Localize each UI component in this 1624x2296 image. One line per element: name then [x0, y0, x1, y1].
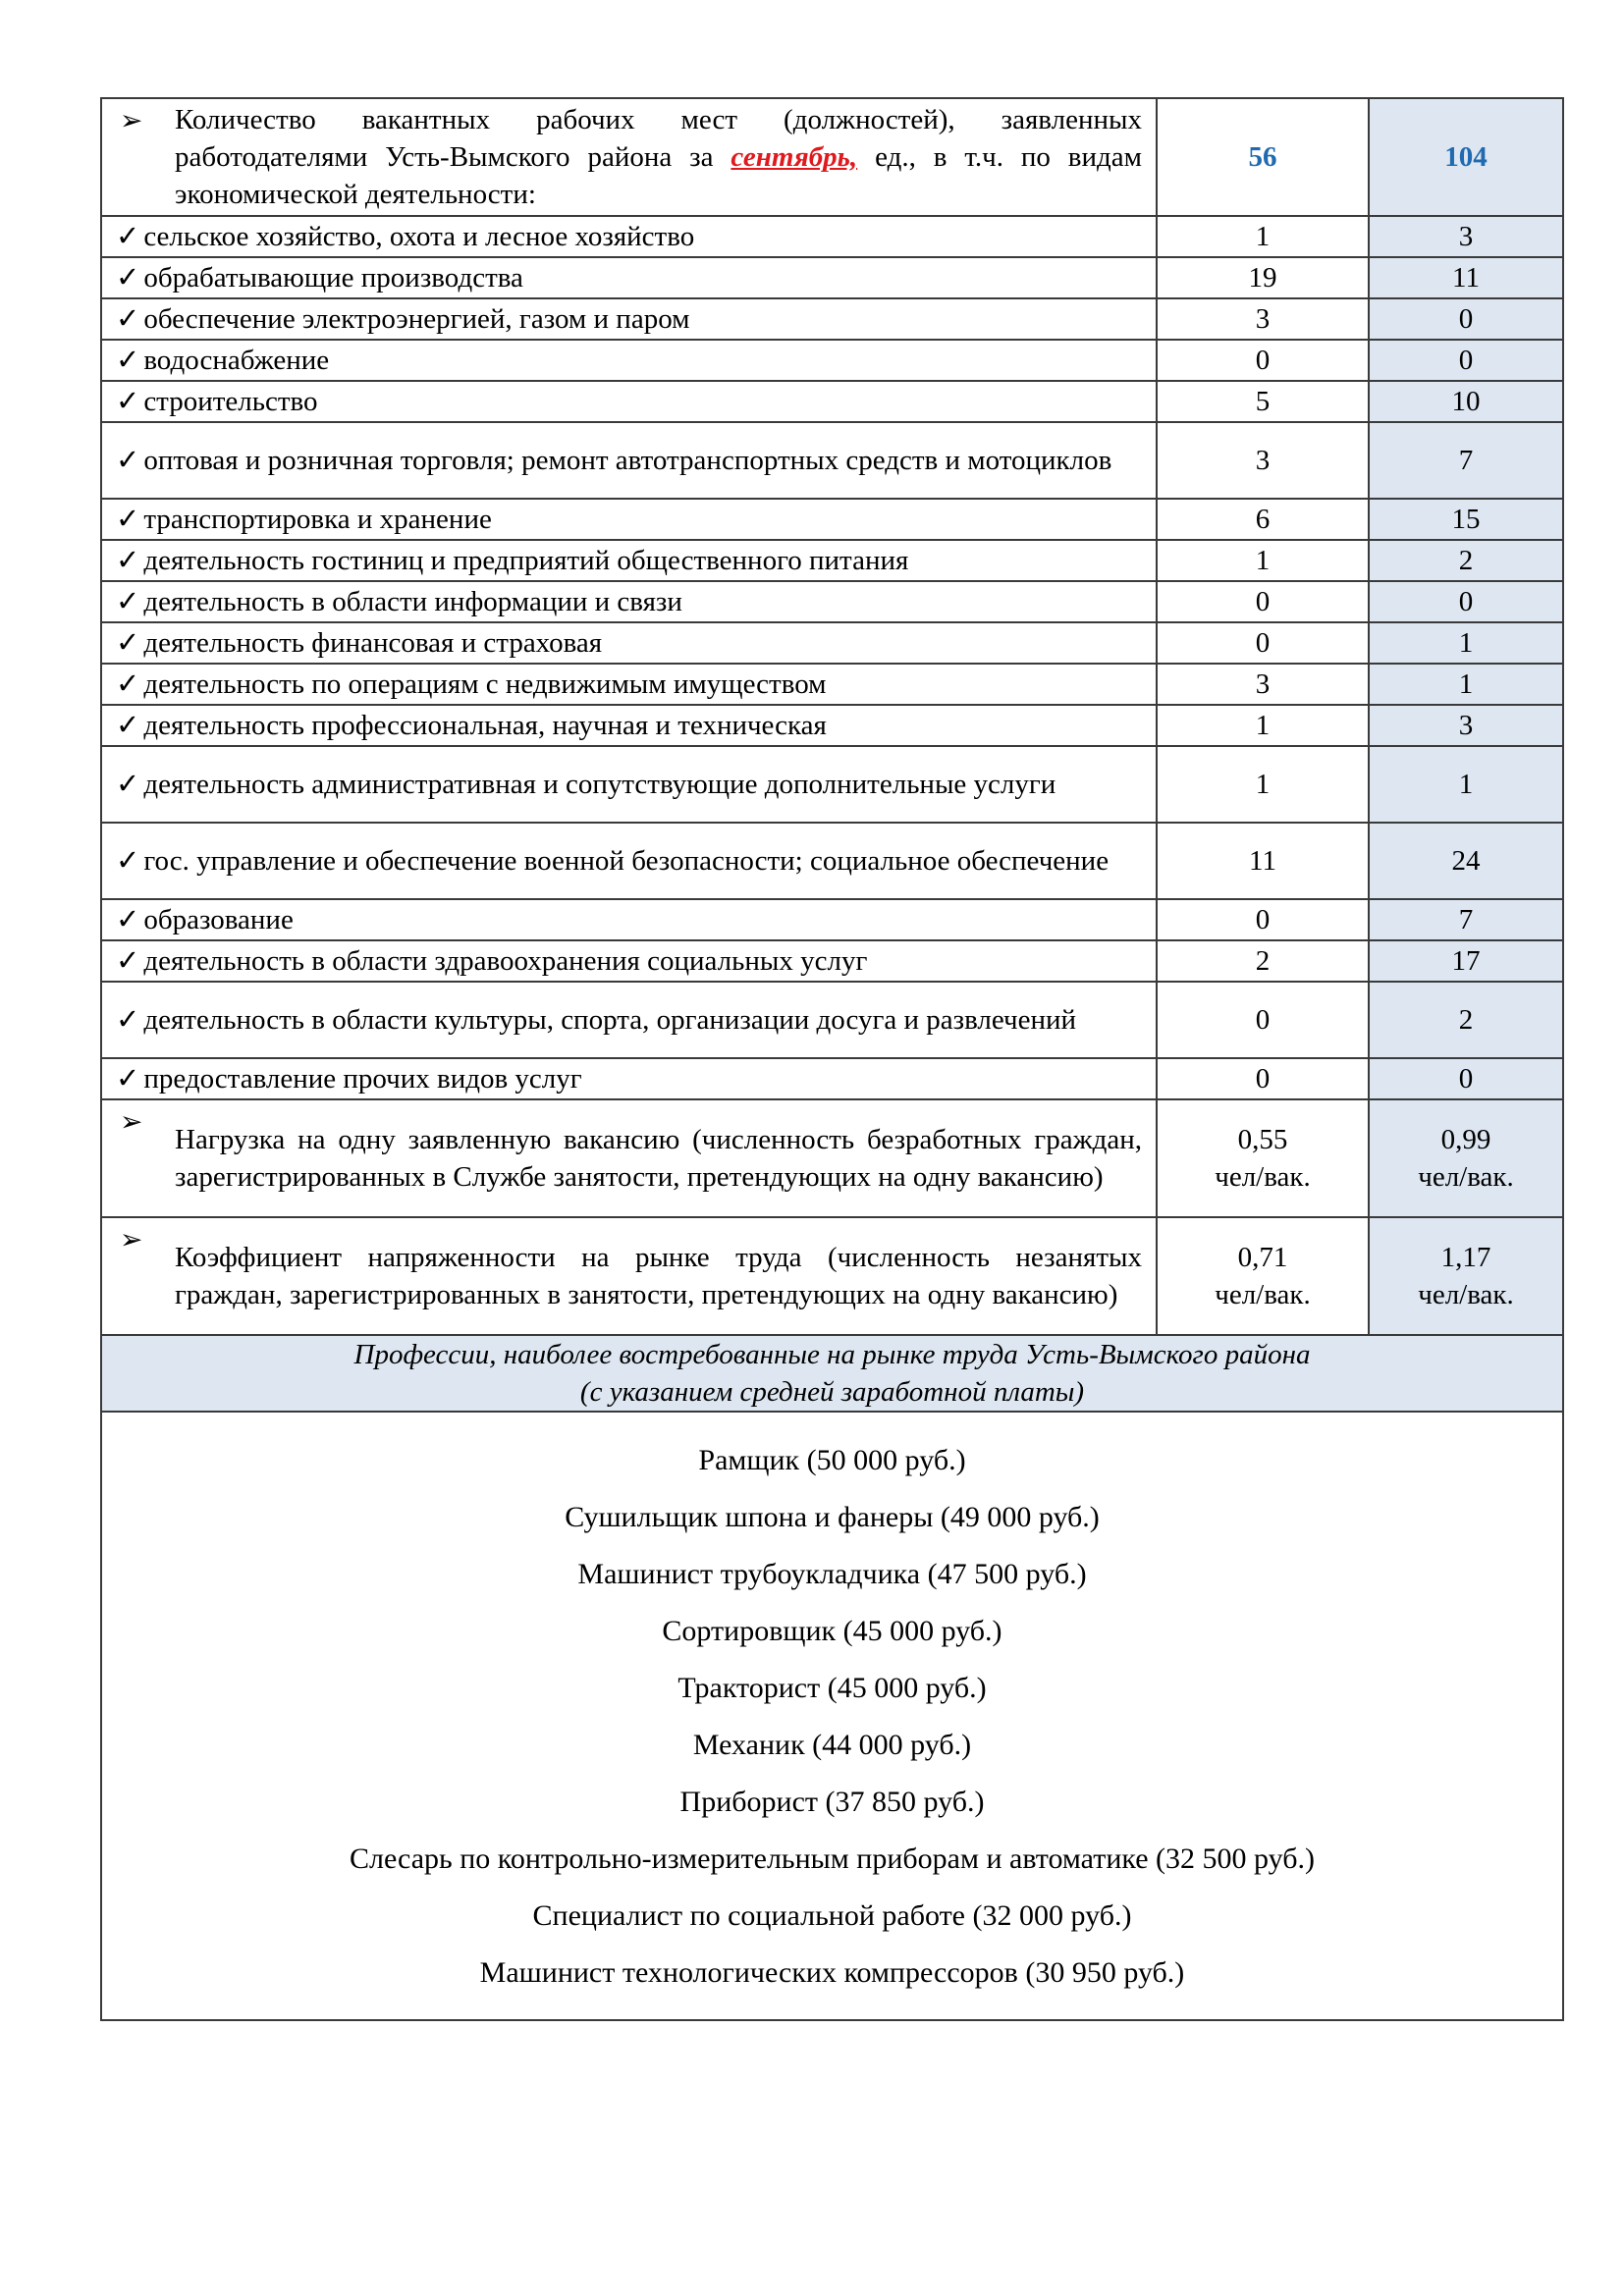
row-value-2: 1: [1369, 622, 1563, 664]
row-value-2: 17: [1369, 940, 1563, 982]
table-row: [101, 746, 1563, 823]
row-value-1: 3: [1157, 298, 1369, 340]
table-row: [101, 1058, 1563, 1099]
arrow-bullet-icon: ➢: [120, 1107, 143, 1138]
row-label-cell: [101, 823, 1157, 899]
row-value-2: 0: [1369, 1058, 1563, 1099]
profession-item: Тракторист (45 000 руб.): [677, 1672, 987, 1704]
row-value-1: 3: [1157, 664, 1369, 705]
profession-item: Сушильщик шпона и фанеры (49 000 руб.): [565, 1501, 1100, 1533]
row-value-2: 7: [1369, 422, 1563, 499]
profession-item: Машинист трубоукладчика (47 500 руб.): [577, 1558, 1087, 1590]
check-icon: ✓: [116, 262, 140, 294]
row-label-cell: [101, 216, 1157, 257]
row-value-2: 10: [1369, 381, 1563, 422]
row-label-cell: [101, 746, 1157, 823]
row-value-1: 1: [1157, 216, 1369, 257]
row-label: деятельность в области культуры, спорта, организации досуга и развлечений: [143, 1004, 1077, 1036]
check-icon: ✓: [116, 303, 140, 335]
row-value-1: 2: [1157, 940, 1369, 982]
load-unit-1: чел/вак.: [1215, 1161, 1311, 1193]
row-value-2: 3: [1369, 705, 1563, 746]
tension-label: Коэффициент напряженности на рынке труда (численность незанятых граждан, зарегистрированных в занятости, претендующих на одну вакансию): [175, 1242, 1142, 1310]
row-label: строительство: [143, 386, 318, 417]
profession-item: Специалист по социальной работе (32 000 руб.): [532, 1899, 1132, 1932]
row-label: деятельность финансовая и страховая: [143, 627, 603, 659]
professions-title-line1: Профессии, наиболее востребованные на рынке труда Усть-Вымского района: [353, 1339, 1311, 1370]
row-label: гос. управление и обеспечение военной безопасности; социальное обеспечение: [143, 845, 1110, 877]
tension-value-2-cell: [1369, 1217, 1563, 1335]
row-value-1: 1: [1157, 746, 1369, 823]
row-value-2: 0: [1369, 298, 1563, 340]
check-icon: ✓: [116, 221, 140, 252]
row-value-2: 1: [1369, 664, 1563, 705]
table-row: [101, 622, 1563, 664]
table-row: [101, 540, 1563, 581]
check-icon: ✓: [116, 668, 140, 700]
check-icon: ✓: [116, 504, 140, 535]
row-label: деятельность в области информации и связи: [143, 586, 682, 617]
row-label: деятельность в области здравоохранения социальных услуг: [143, 945, 868, 977]
row-value-2: 0: [1369, 340, 1563, 381]
header-text-after: ед., в т.ч. по видам экономической деятельности:: [175, 141, 1142, 210]
row-label-cell: [101, 982, 1157, 1058]
profession-item: Машинист технологических компрессоров (30 950 руб.): [479, 1956, 1185, 1989]
row-value-2: 15: [1369, 499, 1563, 540]
row-label: предоставление прочих видов услуг: [143, 1063, 582, 1095]
profession-item: Механик (44 000 руб.): [692, 1729, 972, 1761]
row-label-cell: [101, 381, 1157, 422]
check-icon: ✓: [116, 445, 140, 476]
tension-row: [101, 1217, 1563, 1335]
profession-item: Слесарь по контрольно-измерительным приборам и автоматике (32 500 руб.): [350, 1842, 1315, 1875]
check-icon: ✓: [116, 586, 140, 617]
table-row: [101, 581, 1563, 622]
table-row: [101, 823, 1563, 899]
check-icon: ✓: [116, 945, 140, 977]
row-value-1: 0: [1157, 899, 1369, 940]
table-row: [101, 982, 1563, 1058]
table-row: [101, 940, 1563, 982]
load-value-2-cell: [1369, 1099, 1563, 1217]
row-value-2: 2: [1369, 982, 1563, 1058]
check-icon: ✓: [116, 545, 140, 576]
load-value-1: 0,55: [1237, 1124, 1288, 1155]
row-label: оптовая и розничная торговля; ремонт автотранспортных средств и мотоциклов: [143, 445, 1112, 476]
table-row: [101, 705, 1563, 746]
row-value-2: 2: [1369, 540, 1563, 581]
row-label: водоснабжение: [143, 345, 330, 376]
check-icon: ✓: [116, 904, 140, 935]
table-row: [101, 216, 1563, 257]
check-icon: ✓: [116, 710, 140, 741]
load-unit-2: чел/вак.: [1418, 1161, 1514, 1193]
row-value-1: 11: [1157, 823, 1369, 899]
row-label: образование: [143, 904, 294, 935]
professions-row: [101, 1412, 1563, 2020]
row-label: обеспечение электроэнергией, газом и паром: [143, 303, 690, 335]
table-row: [101, 381, 1563, 422]
row-value-1: 3: [1157, 422, 1369, 499]
table-row: [101, 899, 1563, 940]
row-label: деятельность административная и сопутствующие дополнительные услуги: [143, 769, 1056, 800]
load-label-cell: [101, 1099, 1157, 1217]
row-label-cell: [101, 581, 1157, 622]
tension-value-1: 0,71: [1237, 1242, 1288, 1273]
professions-list: [101, 1412, 1563, 2020]
row-value-1: 0: [1157, 622, 1369, 664]
row-value-1: 0: [1157, 982, 1369, 1058]
row-value-2: 0: [1369, 581, 1563, 622]
row-label: деятельность гостиниц и предприятий общественного питания: [143, 545, 909, 576]
row-value-1: 1: [1157, 540, 1369, 581]
professions-title-row: [101, 1335, 1563, 1412]
tension-value-2: 1,17: [1440, 1242, 1491, 1273]
row-value-2: 24: [1369, 823, 1563, 899]
table-row: [101, 257, 1563, 298]
row-label: деятельность по операциям с недвижимым имуществом: [143, 668, 827, 700]
row-value-1: 0: [1157, 1058, 1369, 1099]
row-label-cell: [101, 257, 1157, 298]
tension-value-1-cell: [1157, 1217, 1369, 1335]
profession-item: Приборист (37 850 руб.): [679, 1786, 985, 1818]
row-value-2: 11: [1369, 257, 1563, 298]
table-row: [101, 298, 1563, 340]
row-label-cell: [101, 622, 1157, 664]
row-value-1: 19: [1157, 257, 1369, 298]
row-label-cell: [101, 705, 1157, 746]
tension-unit-2: чел/вак.: [1418, 1279, 1514, 1310]
row-label: сельское хозяйство, охота и лесное хозяйство: [143, 221, 695, 252]
header-text-before: Количество вакантных рабочих мест (должностей), заявленных работодателями Усть-Вымского района за: [175, 104, 1142, 173]
row-value-1: 6: [1157, 499, 1369, 540]
row-label-cell: [101, 899, 1157, 940]
row-value-1: 0: [1157, 340, 1369, 381]
table-row: [101, 664, 1563, 705]
arrow-bullet-icon: ➢: [120, 106, 143, 136]
tension-label-cell: [101, 1217, 1157, 1335]
table-row: [101, 340, 1563, 381]
row-value-1: 1: [1157, 705, 1369, 746]
professions-title: [101, 1335, 1563, 1412]
header-label-cell: [101, 98, 1157, 216]
row-label: обрабатывающие производства: [143, 262, 523, 294]
table-row: [101, 422, 1563, 499]
check-icon: ✓: [116, 1004, 140, 1036]
row-label-cell: [101, 940, 1157, 982]
row-label-cell: [101, 664, 1157, 705]
check-icon: ✓: [116, 845, 140, 877]
row-label: деятельность профессиональная, научная и техническая: [143, 710, 827, 741]
professions-title-line2: (с указанием средней заработной платы): [579, 1376, 1085, 1408]
load-row: [101, 1099, 1563, 1217]
load-value-1-cell: [1157, 1099, 1369, 1217]
header-value-2: 104: [1369, 98, 1563, 216]
row-label-cell: [101, 499, 1157, 540]
check-icon: ✓: [116, 386, 140, 417]
row-label-cell: [101, 298, 1157, 340]
row-value-2: 1: [1369, 746, 1563, 823]
profession-item: Рамщик (50 000 руб.): [698, 1444, 966, 1476]
profession-item: Сортировщик (45 000 руб.): [662, 1615, 1002, 1647]
vacancy-table: [100, 97, 1564, 2021]
header-value-1: 56: [1157, 98, 1369, 216]
check-icon: ✓: [116, 1063, 140, 1095]
row-value-1: 5: [1157, 381, 1369, 422]
arrow-bullet-icon: ➢: [120, 1225, 143, 1255]
header-month: сентябрь,: [731, 141, 858, 173]
load-value-2: 0,99: [1440, 1124, 1491, 1155]
row-value-2: 3: [1369, 216, 1563, 257]
check-icon: ✓: [116, 769, 140, 800]
tension-unit-1: чел/вак.: [1215, 1279, 1311, 1310]
check-icon: ✓: [116, 345, 140, 376]
row-label-cell: [101, 1058, 1157, 1099]
row-label-cell: [101, 422, 1157, 499]
table-row: [101, 499, 1563, 540]
check-icon: ✓: [116, 627, 140, 659]
row-label: транспортировка и хранение: [143, 504, 492, 535]
load-label: Нагрузка на одну заявленную вакансию (численность безработных граждан, зарегистрированных в Службе занятости, претендующих на одну вакансию): [175, 1124, 1142, 1193]
row-label-cell: [101, 340, 1157, 381]
row-value-1: 0: [1157, 581, 1369, 622]
row-label-cell: [101, 540, 1157, 581]
row-value-2: 7: [1369, 899, 1563, 940]
header-row: [101, 98, 1563, 216]
